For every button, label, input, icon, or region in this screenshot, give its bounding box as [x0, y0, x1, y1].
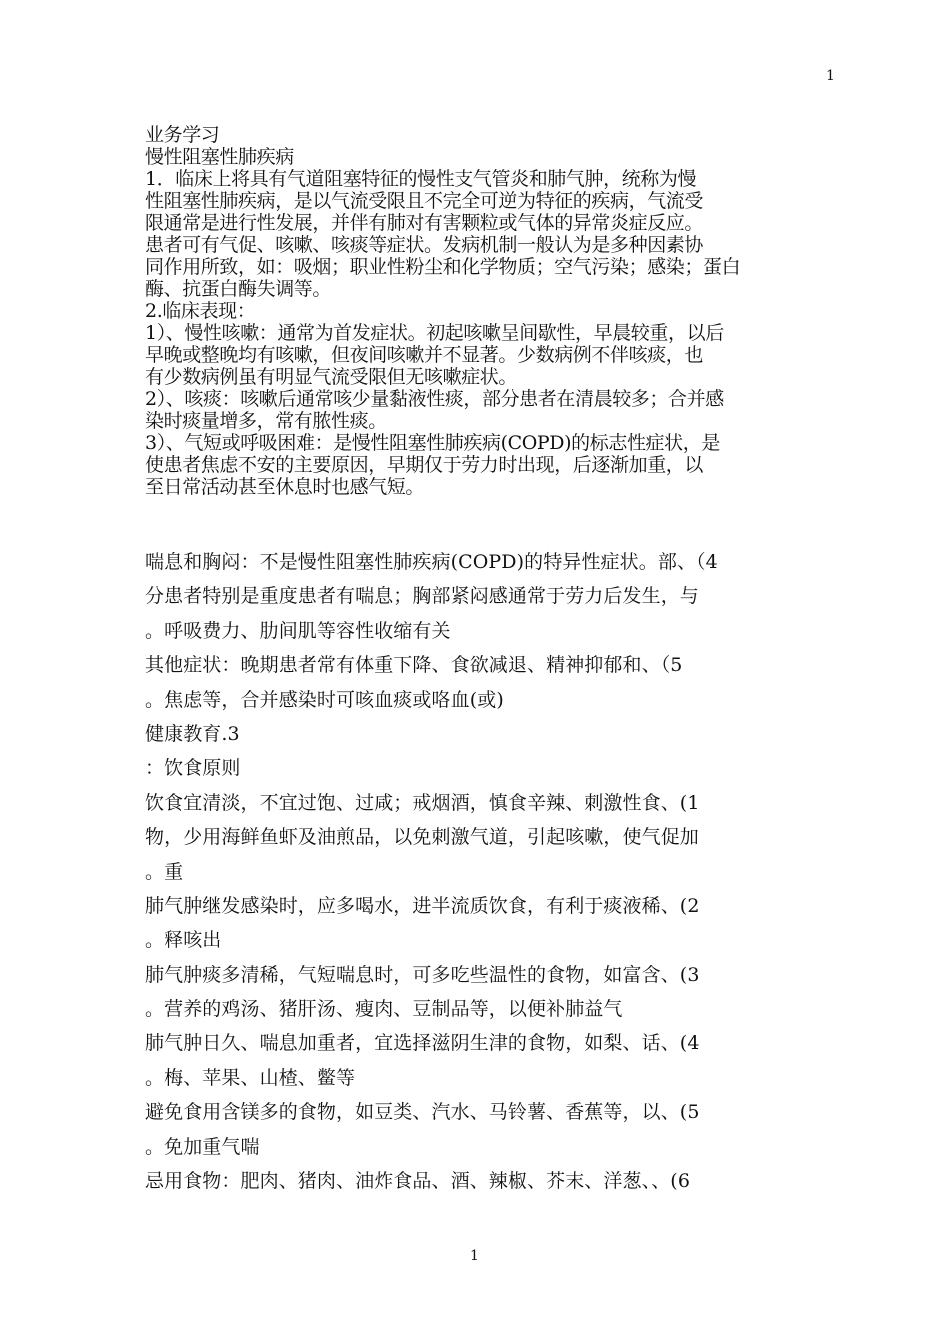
text-line: 酶、抗蛋白酶失调等。 [145, 278, 332, 300]
text-line: 。梅、苹果、山楂、鳖等 [145, 1066, 356, 1089]
text-line: 早晚或整晚均有咳嗽，但夜间咳嗽并不显著。少数病例不伴咳痰，也 [145, 344, 704, 366]
page-number-top: 1 [826, 68, 835, 84]
text-line: 肺气肿继发感染时，应多喝水，进半流质饮食，有利于痰液稀、(2 [145, 894, 700, 917]
text-line: 分患者特别是重度患者有喘息；胸部紧闷感通常于劳力后发生，与 [145, 585, 699, 608]
text-line: 限通常是进行性发展，并伴有肺对有害颗粒或气体的异常炎症反应。 [145, 212, 704, 234]
text-line: 。重 [145, 860, 184, 883]
text-line: 饮食宜清淡，不宜过饱、过咸；戒烟酒，慎食辛辣、刺激性食、(1 [145, 791, 700, 814]
text-line: 。呼吸费力、肋间肌等容性收缩有关 [145, 619, 451, 642]
text-line: 慢性阻塞性肺疾病 [145, 146, 294, 168]
text-line: 避免食用含镁多的食物，如豆类、汽水、马铃薯、香蕉等，以、(5 [145, 1101, 700, 1124]
text-line: 有少数病例虽有明显气流受限但无咳嗽症状。 [145, 366, 518, 388]
text-line: 忌用食物：肥肉、猪肉、油炸食品、酒、辣椒、芥末、洋葱、、(6 [145, 1170, 691, 1193]
text-line: 3）、气短或呼吸困难：是慢性阻塞性肺疾病(COPD)的标志性症状，是 [145, 432, 720, 454]
text-line: ：饮食原则 [145, 757, 241, 780]
text-line: 业务学习 [145, 124, 220, 146]
text-line: 物，少用海鲜鱼虾及油煎品，以免刺激气道，引起咳嗽，使气促加 [145, 826, 699, 849]
text-line: 性阻塞性肺疾病，是以气流受限且不完全可逆为特征的疾病，气流受 [145, 190, 704, 212]
text-line: 1）、慢性咳嗽：通常为首发症状。初起咳嗽呈间歇性，早晨较重，以后 [145, 322, 724, 344]
text-line: 肺气肿痰多清稀，气短喘息时，可多吃些温性的食物，如富含、(3 [145, 963, 700, 986]
text-line: 喘息和胸闷：不是慢性阻塞性肺疾病(COPD)的特异性症状。部、（4 [145, 551, 718, 573]
text-line: 肺气肿日久、喘息加重者，宜选择滋阴生津的食物，如梨、话、(4 [145, 1032, 700, 1055]
text-line: 同作用所致，如：吸烟；职业性粉尘和化学物质；空气污染；感染；蛋白 [145, 256, 741, 278]
text-line: 2）、咳痰：咳嗽后通常咳少量黏液性痰，部分患者在清晨较多；合并感 [145, 388, 724, 410]
text-line: 至日常活动甚至休息时也感气短。 [145, 476, 425, 498]
text-line: 。营养的鸡汤、猪肝汤、瘦肉、豆制品等，以便补肺益气 [145, 998, 623, 1021]
text-line: 染时痰量增多，常有脓性痰。 [145, 410, 387, 432]
text-line: 1．临床上将具有气道阻塞特征的慢性支气管炎和肺气肿，统称为慢 [145, 168, 697, 190]
text-line: 患者可有气促、咳嗽、咳痰等症状。发病机制一般认为是多种因素协 [145, 234, 704, 256]
text-line: 其他症状：晚期患者常有体重下降、食欲减退、精神抑郁和、（5 [145, 654, 683, 677]
text-line: 健康教育.3 [145, 722, 240, 745]
page-number-bottom: 1 [470, 1248, 479, 1264]
document-body-dense [145, 124, 815, 498]
document-body-loose [145, 545, 815, 1198]
text-line: 使患者焦虑不安的主要原因，早期仅于劳力时出现，后逐渐加重，以 [145, 454, 704, 476]
text-line: 2.临床表现： [145, 300, 256, 322]
text-line: 。释咳出 [145, 929, 222, 952]
text-line: 。免加重气喘 [145, 1135, 260, 1158]
text-line: 。焦虑等，合并感染时可咳血痰或咯血(或) [145, 688, 504, 711]
